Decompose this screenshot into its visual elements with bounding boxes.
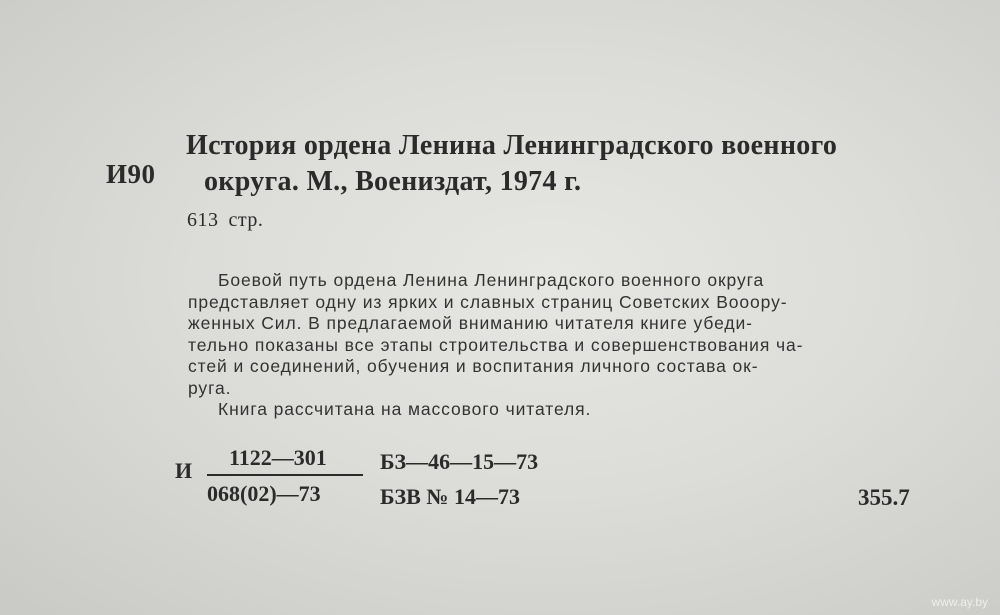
page-count-unit: стр.: [228, 209, 264, 231]
bz-code-2: БЗВ № 14—73: [380, 484, 520, 509]
fraction-denominator: 068(02)—73: [207, 481, 321, 506]
page-count-number: 613: [187, 209, 219, 231]
annotation: [188, 270, 928, 421]
watermark: www.ay.by: [931, 595, 988, 609]
publication-fraction: [207, 444, 363, 508]
annotation-note: Книга рассчитана на массового читателя.: [218, 399, 592, 419]
plan-codes: [380, 444, 538, 514]
annotation-line: представляет одну из ярких и славных страниц Советских Вооору-: [188, 291, 788, 312]
fraction-numerator: 1122—301: [229, 445, 327, 470]
annotation-line: стей и соединений, обучения и воспитания личного состава ок-: [188, 356, 759, 376]
index-letter: И: [175, 458, 193, 483]
annotation-line: женных Сил. В предлагаемой вниманию читателя книге убеди-: [188, 313, 753, 333]
title-line-1: История ордена Ленина Ленинградского военного: [186, 130, 838, 161]
annotation-line: Боевой путь ордена Ленина Ленинградского военного округа: [218, 270, 765, 290]
fraction-divider: [207, 474, 363, 476]
annotation-line: тельно показаны все этапы строительства и совершенствования ча-: [188, 334, 804, 355]
index-code: И90: [106, 159, 156, 189]
classification-code: 355.7: [858, 485, 910, 510]
annotation-line: руга.: [188, 377, 232, 398]
book-title: [186, 128, 837, 200]
bz-code-1: БЗ—46—15—73: [380, 449, 539, 474]
page-count: [187, 209, 263, 232]
title-line-2: округа. М., Воениздат, 1974 г.: [204, 166, 582, 197]
